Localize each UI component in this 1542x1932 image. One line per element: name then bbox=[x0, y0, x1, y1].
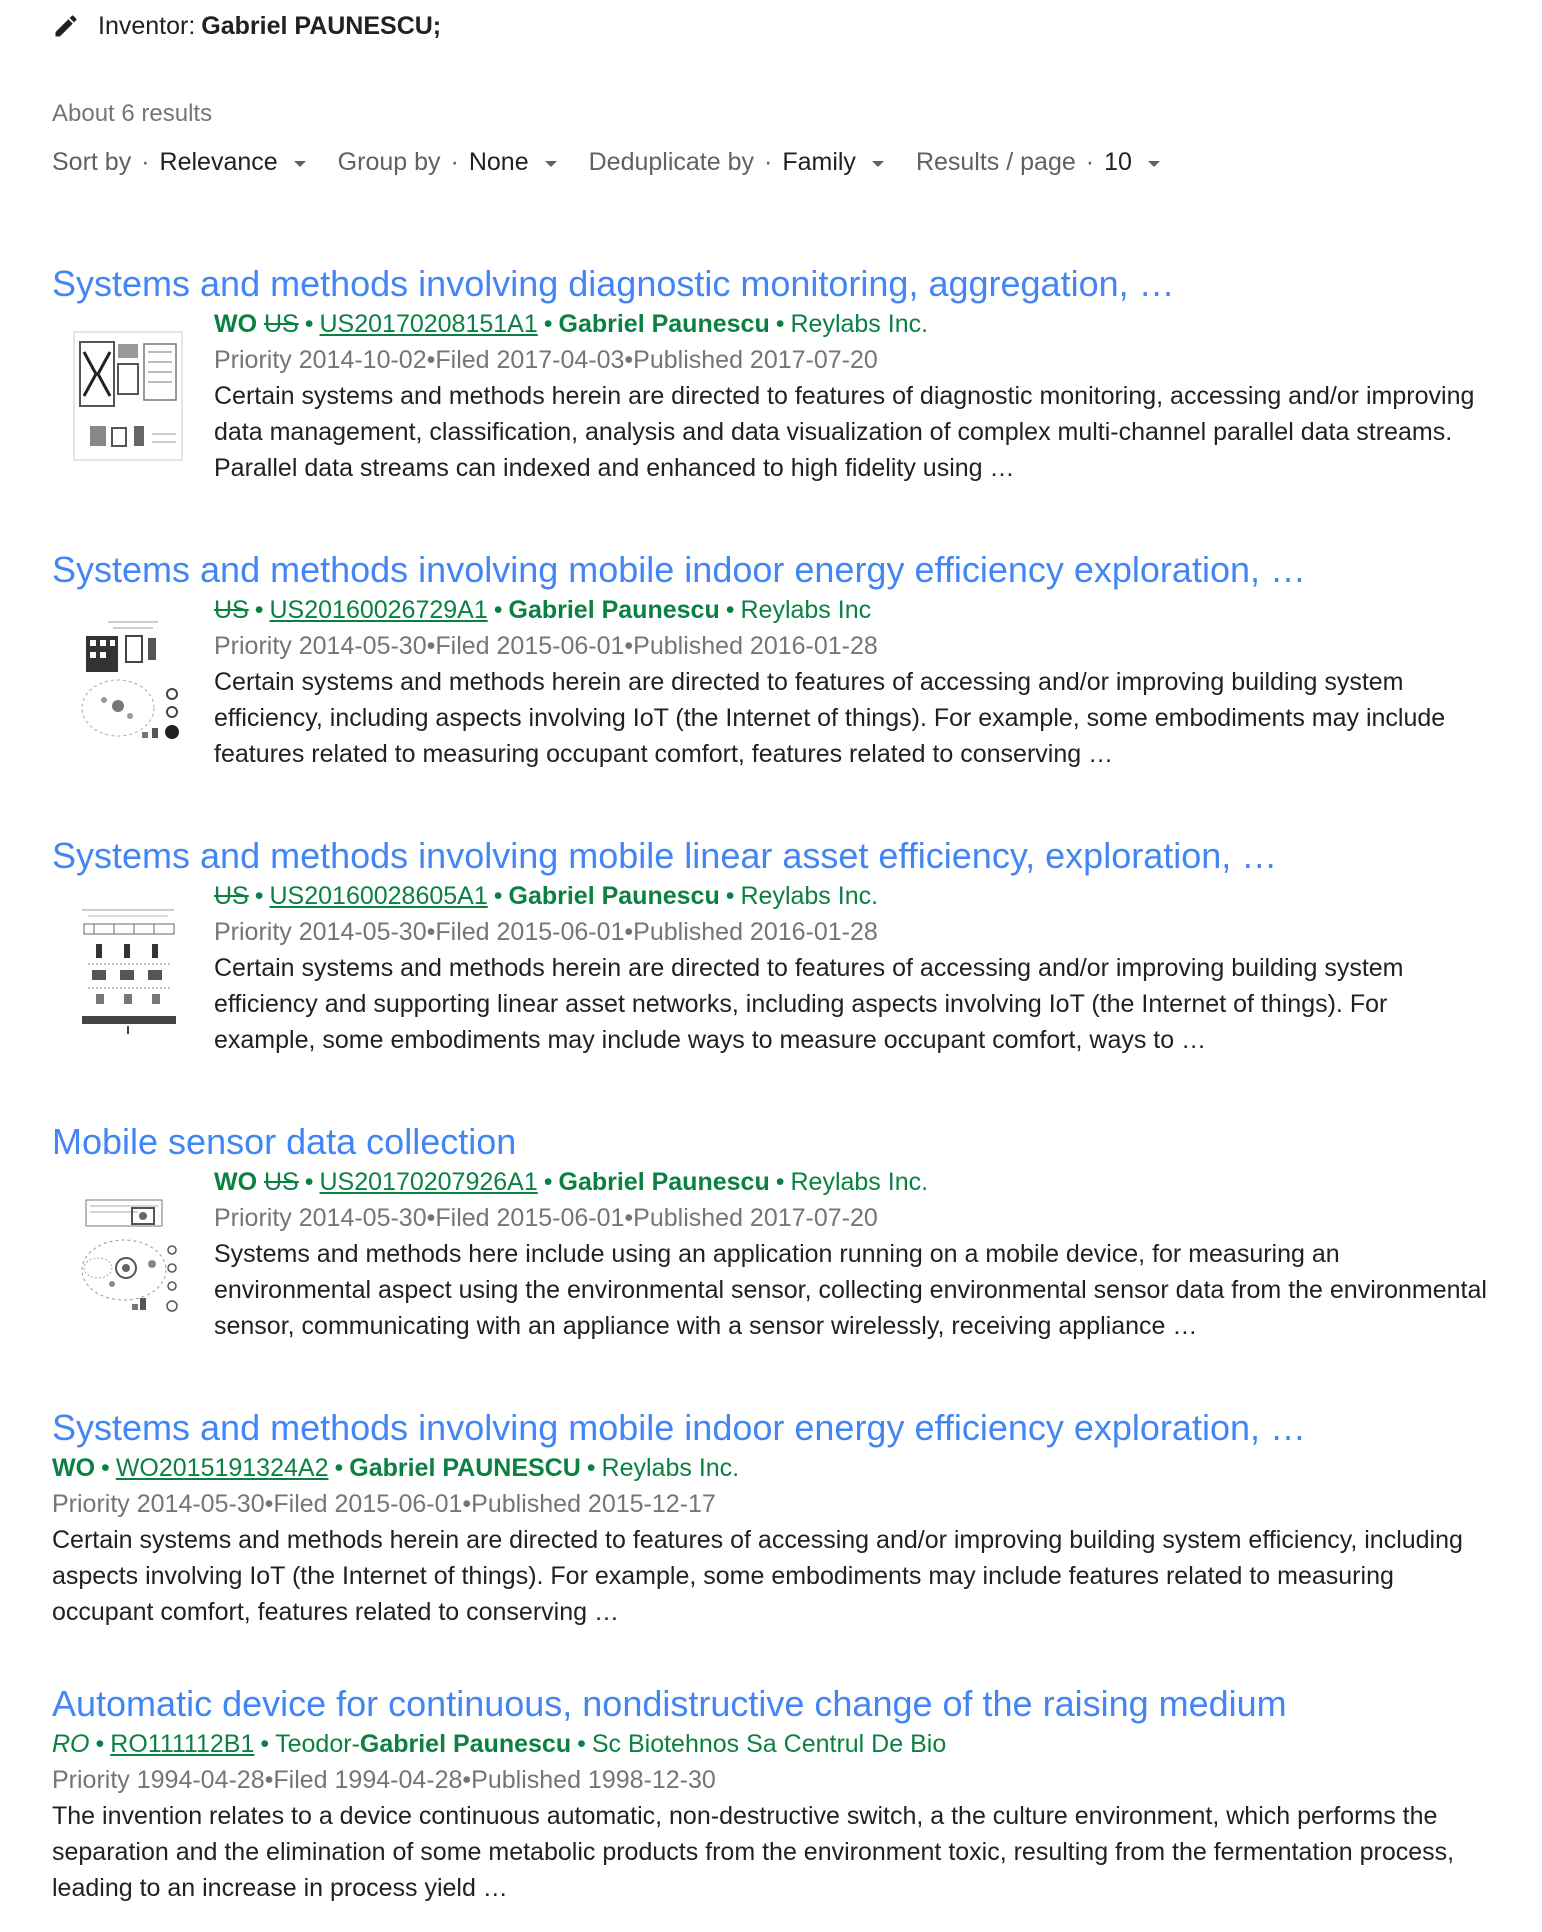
filed-date: Filed 1994-04-28 bbox=[273, 1766, 463, 1794]
separator-dot: · bbox=[764, 148, 773, 176]
result-dates: Priority 2014-05-30•Filed 2015-06-01•Published 2015-12-17 bbox=[52, 1490, 716, 1518]
result-title-link[interactable]: Systems and methods involving mobile indoor energy efficiency exploration, … bbox=[52, 1407, 1306, 1448]
separator-dot: · bbox=[1085, 148, 1095, 176]
result-item bbox=[52, 548, 1492, 772]
separator-dot: · bbox=[450, 148, 459, 176]
query-label: Inventor: bbox=[98, 11, 196, 40]
priority-date: Priority 2014-10-02 bbox=[214, 346, 427, 374]
patent-drawing-thumbnail[interactable] bbox=[68, 1180, 188, 1328]
sort-by-value: Relevance bbox=[159, 148, 278, 176]
published-date: Published 2017-07-20 bbox=[633, 1204, 878, 1232]
published-date: Published 2016-01-28 bbox=[633, 918, 878, 946]
assignee-name: Reylabs Inc. bbox=[740, 882, 879, 910]
publication-number-link[interactable]: US20170208151A1 bbox=[319, 310, 538, 338]
publication-number-link[interactable]: WO2015191324A2 bbox=[115, 1454, 329, 1482]
result-title-link[interactable]: Mobile sensor data collection bbox=[52, 1121, 517, 1162]
result-item bbox=[52, 1120, 1492, 1344]
priority-date: Priority 2014-05-30 bbox=[214, 632, 427, 660]
result-dates: Priority 2014-05-30•Filed 2015-06-01•Published 2016-01-28 bbox=[214, 632, 878, 660]
filed-date: Filed 2015-06-01 bbox=[435, 918, 625, 946]
result-snippet: Certain systems and methods herein are directed to features of accessing and/or improving building system efficiency and supporting linear asset networks, including aspects involving IoT (the Internet of things). For example, some embodiments may include ways to measure occupant comfort, ways to … bbox=[214, 954, 1404, 1054]
result-dates: Priority 2014-10-02•Filed 2017-04-03•Published 2017-07-20 bbox=[214, 346, 878, 374]
patent-drawing-thumbnail[interactable] bbox=[68, 322, 188, 470]
group-by-value: None bbox=[468, 148, 529, 176]
inventor-name: Gabriel Paunescu bbox=[508, 882, 720, 910]
assignee-name: Reylabs Inc bbox=[740, 596, 872, 624]
sort-by-label: Sort by bbox=[52, 148, 132, 176]
result-meta: RO • RO111112B1 • Teodor-Gabriel Paunescu • Sc Biotehnos Sa Centrul De Bio bbox=[52, 1730, 947, 1758]
deduplicate-by-dropdown[interactable] bbox=[589, 148, 884, 177]
result-title-link[interactable]: Systems and methods involving diagnostic monitoring, aggregation, … bbox=[52, 263, 1175, 304]
assignee-name: Reylabs Inc. bbox=[790, 310, 929, 338]
result-item bbox=[52, 1406, 1492, 1630]
results-controls bbox=[52, 148, 1192, 177]
deduplicate-by-value: Family bbox=[782, 148, 856, 176]
caret-down-icon bbox=[294, 161, 306, 167]
assignee-name: Reylabs Inc. bbox=[790, 1168, 929, 1196]
result-title-link[interactable]: Systems and methods involving mobile indoor energy efficiency exploration, … bbox=[52, 549, 1306, 590]
inventor-name: Gabriel Paunescu bbox=[508, 596, 720, 624]
published-date: Published 1998-12-30 bbox=[471, 1766, 716, 1794]
result-title-link[interactable]: Automatic device for continuous, nondistructive change of the raising medium bbox=[52, 1683, 1287, 1724]
country-code: WO bbox=[214, 1168, 258, 1196]
publication-number-link[interactable]: US20160028605A1 bbox=[269, 882, 488, 910]
group-by-dropdown[interactable] bbox=[338, 148, 557, 177]
assignee-name: Sc Biotehnos Sa Centrul De Bio bbox=[591, 1730, 947, 1758]
result-item bbox=[52, 262, 1492, 486]
result-meta: WO US • US20170208151A1 • Gabriel Paunescu • Reylabs Inc. bbox=[214, 310, 929, 338]
caret-down-icon bbox=[872, 161, 884, 167]
result-meta: US • US20160028605A1 • Gabriel Paunescu • Reylabs Inc. bbox=[214, 882, 879, 910]
sort-by-dropdown[interactable] bbox=[52, 148, 306, 177]
separator-dot: · bbox=[141, 148, 150, 176]
published-date: Published 2016-01-28 bbox=[633, 632, 878, 660]
pencil-icon[interactable] bbox=[52, 12, 80, 40]
caret-down-icon bbox=[1148, 161, 1160, 167]
result-snippet: Certain systems and methods herein are directed to features of accessing and/or improving building system efficiency, including aspects involving IoT (the Internet of things). For example, some embodiments may include features related to measuring occupant comfort, features related to conserving … bbox=[52, 1526, 1463, 1626]
group-by-label: Group by bbox=[337, 148, 441, 176]
result-snippet: Systems and methods here include using an application running on a mobile device, for measuring an environmental aspect using the environmental sensor, collecting environmental sensor data from the environmental sensor, communicating with an appliance with a sensor wirelessly, receiving appliance … bbox=[214, 1240, 1487, 1340]
results-per-page-value: 10 bbox=[1104, 148, 1132, 176]
result-dates: Priority 2014-05-30•Filed 2015-06-01•Published 2017-07-20 bbox=[214, 1204, 878, 1232]
query-chip[interactable] bbox=[52, 8, 441, 44]
filed-date: Filed 2015-06-01 bbox=[273, 1490, 463, 1518]
publication-number-link[interactable]: US20170207926A1 bbox=[319, 1168, 538, 1196]
country-code: WO bbox=[214, 310, 258, 338]
filed-date: Filed 2015-06-01 bbox=[435, 632, 625, 660]
inventor-name: Gabriel Paunescu bbox=[558, 1168, 770, 1196]
inventor-name: Gabriel Paunescu bbox=[558, 310, 770, 338]
published-date: Published 2017-07-20 bbox=[633, 346, 878, 374]
assignee-name: Reylabs Inc. bbox=[601, 1454, 740, 1482]
result-dates: Priority 2014-05-30•Filed 2015-06-01•Published 2016-01-28 bbox=[214, 918, 878, 946]
filed-date: Filed 2017-04-03 bbox=[435, 346, 625, 374]
results-per-page-label: Results / page bbox=[915, 148, 1076, 176]
results-per-page-dropdown[interactable] bbox=[916, 148, 1160, 177]
country-code-struck: US bbox=[264, 310, 299, 338]
inventor-prefix: Teodor- bbox=[275, 1730, 360, 1758]
country-code: WO bbox=[52, 1454, 96, 1482]
result-snippet: Certain systems and methods herein are directed to features of diagnostic monitoring, accessing and/or improving data management, classification, analysis and data visualization of complex multi-channel parallel data streams. Parallel data streams can indexed and enhanced to high fidelity using … bbox=[214, 382, 1475, 482]
result-item bbox=[52, 834, 1492, 1058]
priority-date: Priority 2014-05-30 bbox=[214, 918, 427, 946]
query-value: Gabriel PAUNESCU; bbox=[201, 11, 442, 40]
caret-down-icon bbox=[545, 161, 557, 167]
country-code-struck: US bbox=[214, 596, 249, 624]
result-meta: US • US20160026729A1 • Gabriel Paunescu • Reylabs Inc bbox=[214, 596, 872, 624]
result-snippet: The invention relates to a device continuous automatic, non-destructive switch, a the culture environment, which performs the separation and the elimination of some metabolic products from the environment toxic, resulting from the fermentation process, leading to an increase in process yield … bbox=[52, 1802, 1455, 1902]
country-code-struck: US bbox=[264, 1168, 299, 1196]
country-code-struck: US bbox=[214, 882, 249, 910]
results-count: About 6 results bbox=[52, 100, 213, 127]
priority-date: Priority 2014-05-30 bbox=[52, 1490, 265, 1518]
patent-drawing-thumbnail[interactable] bbox=[68, 894, 188, 1042]
publication-number-link[interactable]: US20160026729A1 bbox=[269, 596, 488, 624]
result-snippet: Certain systems and methods herein are directed to features of accessing and/or improving building system efficiency, including aspects involving IoT (the Internet of things). For example, some embodiments may include features related to measuring occupant comfort, features related to conserving … bbox=[214, 668, 1446, 768]
inventor-name: Gabriel PAUNESCU bbox=[349, 1454, 581, 1482]
priority-date: Priority 1994-04-28 bbox=[52, 1766, 265, 1794]
result-title-link[interactable]: Systems and methods involving mobile linear asset efficiency, exploration, … bbox=[52, 835, 1278, 876]
result-item bbox=[52, 1682, 1492, 1906]
inventor-name: Gabriel Paunescu bbox=[359, 1730, 572, 1758]
priority-date: Priority 2014-05-30 bbox=[214, 1204, 427, 1232]
result-meta: WO • WO2015191324A2 • Gabriel PAUNESCU • Reylabs Inc. bbox=[52, 1454, 740, 1482]
publication-number-link[interactable]: RO111112B1 bbox=[110, 1730, 255, 1758]
country-code: RO bbox=[52, 1730, 90, 1758]
deduplicate-by-label: Deduplicate by bbox=[588, 148, 754, 176]
result-meta: WO US • US20170207926A1 • Gabriel Paunescu • Reylabs Inc. bbox=[214, 1168, 929, 1196]
patent-drawing-thumbnail[interactable] bbox=[68, 608, 188, 756]
filed-date: Filed 2015-06-01 bbox=[435, 1204, 625, 1232]
result-dates: Priority 1994-04-28•Filed 1994-04-28•Published 1998-12-30 bbox=[52, 1766, 716, 1794]
published-date: Published 2015-12-17 bbox=[471, 1490, 716, 1518]
